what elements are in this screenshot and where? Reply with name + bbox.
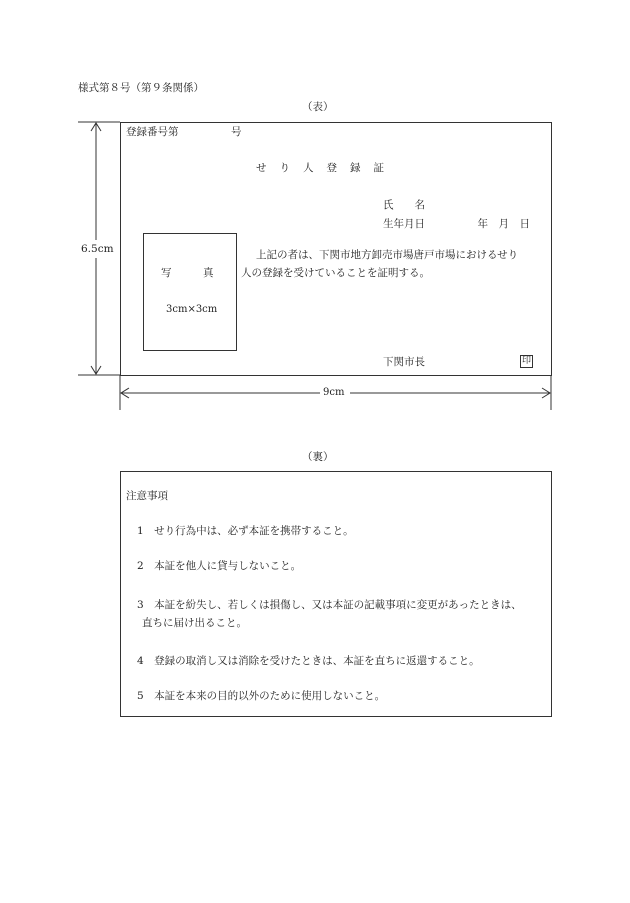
note-item-2: 2 本証を他人に貸与しないこと。	[137, 560, 302, 572]
statement-line-1: 上記の者は、下関市地方卸売市場唐戸市場におけるせり	[256, 249, 519, 261]
card-back	[120, 471, 552, 717]
birthdate-field: 生年月日 年 月 日	[383, 218, 530, 230]
notes-heading: 注意事項	[126, 490, 168, 502]
photo-box	[143, 233, 237, 351]
seal-stamp: 印	[521, 356, 531, 366]
name-field: 氏 名	[383, 199, 425, 211]
note-item-1: 1 せり行為中は、必ず本証を携帯すること。	[137, 525, 354, 537]
statement-line-2: 人の登録を受けていることを証明する。	[241, 267, 430, 279]
card-title: せり人登録証	[256, 162, 397, 174]
issuer: 下関市長	[383, 356, 425, 368]
back-label: （裏）	[302, 451, 334, 463]
front-label: （表）	[302, 101, 334, 113]
note-item-5: 5 本証を本来の目的以外のために使用しないこと。	[137, 690, 386, 702]
height-dimension-label: 6.5cm	[81, 243, 114, 255]
width-dimension-label: 9cm	[323, 387, 345, 398]
note-item-4: 4 登録の取消し又は消除を受けたときは、本証を直ちに返還すること。	[137, 655, 480, 667]
photo-label: 写 真	[161, 267, 214, 279]
form-number: 様式第８号（第９条関係）	[78, 82, 204, 94]
note-item-3-continued: 直ちに届け出ること。	[142, 617, 247, 629]
photo-size: 3cm×3cm	[166, 304, 218, 315]
registration-number: 登録番号第 号	[126, 126, 242, 138]
note-item-3: 3 本証を紛失し、若しくは損傷し、又は本証の記載事項に変更があったときは、	[137, 599, 522, 611]
